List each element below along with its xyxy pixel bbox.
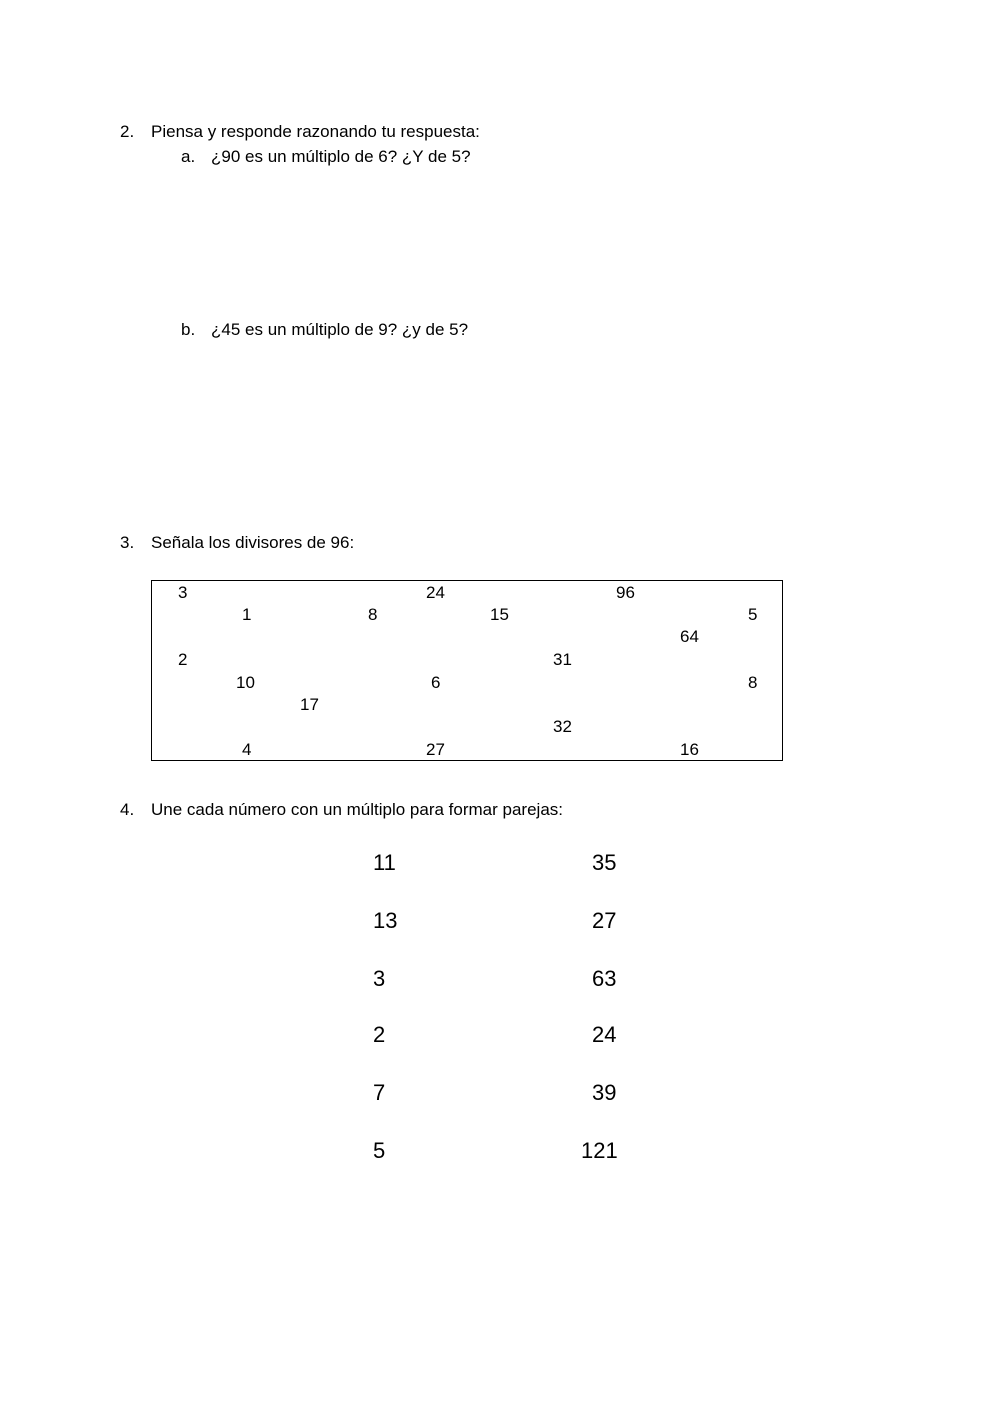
number-cell[interactable]: 27 xyxy=(426,740,445,759)
q2b-question: ¿45 es un múltiplo de 9? ¿y de 5? xyxy=(211,320,469,339)
match-left-number[interactable]: 11 xyxy=(373,850,396,875)
number-cell[interactable]: 8 xyxy=(748,673,758,692)
divisor-number-box xyxy=(151,580,783,761)
match-right-number[interactable]: 24 xyxy=(592,1022,617,1047)
number-cell[interactable]: 32 xyxy=(553,717,572,736)
number-cell[interactable]: 64 xyxy=(680,627,699,646)
q2-prompt: Piensa y responde razonando tu respuesta: xyxy=(151,122,480,141)
number-cell[interactable]: 4 xyxy=(242,740,252,759)
number-cell[interactable]: 31 xyxy=(553,650,572,669)
number-cell[interactable]: 6 xyxy=(431,673,441,692)
number-cell[interactable]: 3 xyxy=(178,583,188,602)
number-cell[interactable]: 1 xyxy=(242,605,252,624)
match-left-number[interactable]: 5 xyxy=(373,1138,386,1163)
q4-prompt: Une cada número con un múltiplo para formar parejas: xyxy=(151,800,563,819)
match-left-number[interactable]: 3 xyxy=(373,966,386,991)
number-cell[interactable]: 8 xyxy=(368,605,378,624)
match-left-number[interactable]: 2 xyxy=(373,1022,386,1047)
q2a-letter: a. xyxy=(181,147,196,166)
number-cell[interactable]: 10 xyxy=(236,673,255,692)
number-cell[interactable]: 15 xyxy=(490,605,509,624)
q2a-question: ¿90 es un múltiplo de 6? ¿Y de 5? xyxy=(211,147,471,166)
match-right-number[interactable]: 63 xyxy=(592,966,617,991)
match-right-number[interactable]: 35 xyxy=(592,850,617,875)
number-cell[interactable]: 16 xyxy=(680,740,699,759)
q3-number: 3. xyxy=(120,533,135,552)
q2b-letter: b. xyxy=(181,320,196,339)
q2-number: 2. xyxy=(120,122,135,141)
match-right-number[interactable]: 121 xyxy=(581,1138,618,1163)
q4-number: 4. xyxy=(120,800,135,819)
q3-prompt: Señala los divisores de 96: xyxy=(151,533,355,552)
match-right-number[interactable]: 27 xyxy=(592,908,617,933)
match-right-number[interactable]: 39 xyxy=(592,1080,617,1105)
number-cell[interactable]: 24 xyxy=(426,583,445,602)
number-cell[interactable]: 2 xyxy=(178,650,188,669)
match-left-number[interactable]: 7 xyxy=(373,1080,386,1105)
number-cell[interactable]: 5 xyxy=(748,605,758,624)
number-cell[interactable]: 17 xyxy=(300,695,319,714)
match-left-number[interactable]: 13 xyxy=(373,908,398,933)
number-cell[interactable]: 96 xyxy=(616,583,635,602)
